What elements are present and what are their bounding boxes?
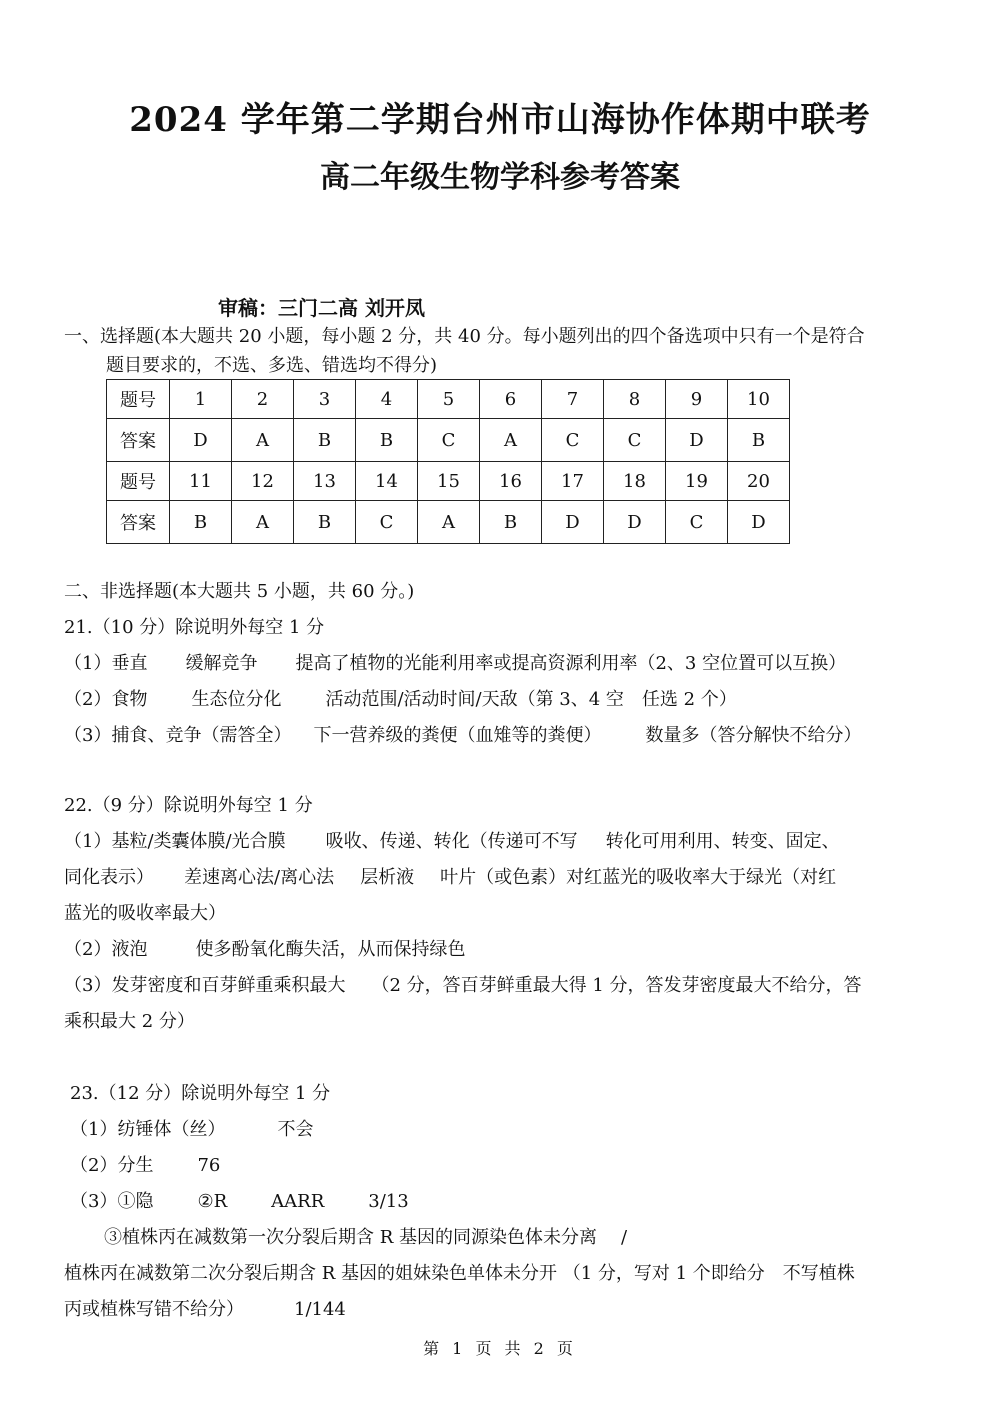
answer-text: 叶片（或色素）对红蓝光的吸收率大于绿光（对红 <box>440 867 837 888</box>
question-number: 4 <box>356 380 418 419</box>
question-number: 11 <box>170 462 232 501</box>
q23-part2 <box>70 1148 220 1184</box>
answer-text: 3/13 <box>368 1191 409 1212</box>
table-row <box>107 419 790 462</box>
answer-text: 生态位分化 <box>191 689 282 710</box>
q23-title: 23.（12 分）除说明外每空 1 分 <box>70 1083 331 1104</box>
answer-text: （2）分生 <box>70 1155 154 1176</box>
answer-text: AARR <box>271 1191 325 1212</box>
answer-text: 数量多（答分解快不给分） <box>645 725 862 746</box>
answer-text: ②R <box>197 1191 228 1212</box>
q21-title: 21.（10 分）除说明外每空 1 分 <box>64 617 325 638</box>
q21-part3 <box>64 718 861 754</box>
q22-part3-line1 <box>64 968 862 1004</box>
question-number: 14 <box>356 462 418 501</box>
q21-part2 <box>64 682 737 718</box>
section1-heading-line1: 一、选择题(本大题共 20 小题，每小题 2 分，共 40 分。每小题列出的四个备选项中只有一个是符合 <box>64 326 865 347</box>
question-number: 12 <box>232 462 294 501</box>
answer-cell: B <box>356 419 418 462</box>
q22-part3-line2: 乘积最大 2 分） <box>64 1011 195 1032</box>
answer-cell: C <box>604 419 666 462</box>
answer-text: （1）纺锤体（丝） <box>70 1119 226 1140</box>
page-indicator: 第 1 页 共 2 页 <box>423 1339 577 1358</box>
answer-text: 使多酚氧化酶失活，从而保持绿色 <box>195 939 466 960</box>
question-number: 1 <box>170 380 232 419</box>
answer-cell: B <box>728 419 790 462</box>
answer-text: 转化可用利用、转变、固定、 <box>605 831 840 852</box>
answer-text: （3）发芽密度和百芽鲜重乘积最大 <box>64 975 346 996</box>
question-number: 19 <box>666 462 728 501</box>
question-number: 5 <box>418 380 480 419</box>
question-number: 20 <box>728 462 790 501</box>
question-number: 17 <box>542 462 604 501</box>
q22-part1-line1 <box>64 824 840 860</box>
answer-text: （2）液泡 <box>64 939 148 960</box>
answer-text: 不会 <box>277 1119 314 1140</box>
table-row <box>107 501 790 544</box>
answer-cell: A <box>480 419 542 462</box>
answer-cell: B <box>480 501 542 544</box>
answer-cell: A <box>418 501 480 544</box>
row-label-number: 题号 <box>107 380 170 419</box>
q22-part2 <box>64 932 465 968</box>
question-number: 13 <box>294 462 356 501</box>
question-number: 2 <box>232 380 294 419</box>
answer-text: 活动范围/活动时间/天敌（第 3、4 空 任选 2 个） <box>325 689 737 710</box>
answer-cell: C <box>542 419 604 462</box>
answer-text: 缓解竞争 <box>185 653 258 674</box>
answer-text: 差速离心法/离心法 <box>184 867 335 888</box>
answer-cell: B <box>170 501 232 544</box>
answer-cell: D <box>728 501 790 544</box>
answer-text: 吸收、传递、转化（传递可不写 <box>325 831 578 852</box>
document-subtitle: 高二年级生物学科参考答案 <box>320 160 680 195</box>
answer-text: （2 分，答百芽鲜重最大得 1 分，答发芽密度最大不给分，答 <box>371 975 862 996</box>
q21-part1 <box>64 646 846 682</box>
q23-part3-line2 <box>104 1220 627 1256</box>
answer-text: / <box>621 1227 628 1248</box>
answer-text: （1）基粒/类囊体膜/光合膜 <box>64 831 286 852</box>
q23-part3-line3: 植株丙在减数第二次分裂后期含 R 基因的姐妹染色单体未分开 （1 分，写对 1 个即给分 不写植株 <box>64 1263 855 1284</box>
answer-text: 下一营养级的粪便（血雉等的粪便） <box>313 725 602 746</box>
answer-cell: C <box>418 419 480 462</box>
answer-cell: C <box>356 501 418 544</box>
answer-cell: A <box>232 501 294 544</box>
question-number: 18 <box>604 462 666 501</box>
reviewer-line: 审稿：三门二高 刘开凤 <box>218 296 425 320</box>
answer-text: （1）垂直 <box>64 653 148 674</box>
row-label-answer: 答案 <box>107 501 170 544</box>
question-number: 6 <box>480 380 542 419</box>
q22-part1-line2 <box>64 860 836 896</box>
q23-part3-line4 <box>64 1292 346 1328</box>
answer-cell: D <box>170 419 232 462</box>
question-number: 9 <box>666 380 728 419</box>
answer-text: （3）①隐 <box>70 1191 154 1212</box>
answer-text: 层析液 <box>360 867 415 888</box>
answer-text: 1/144 <box>294 1299 346 1320</box>
answer-text: （2）食物 <box>64 689 148 710</box>
answer-cell: D <box>542 501 604 544</box>
answer-cell: C <box>666 501 728 544</box>
section2-heading: 二、非选择题(本大题共 5 小题，共 60 分。) <box>64 581 415 602</box>
answer-text: ③植株丙在减数第一次分裂后期含 R 基因的同源染色体未分离 <box>104 1227 597 1248</box>
answer-text: 丙或植株写错不给分） <box>64 1299 244 1320</box>
table-row <box>107 380 790 419</box>
answer-cell: D <box>604 501 666 544</box>
question-number: 15 <box>418 462 480 501</box>
answer-cell: B <box>294 501 356 544</box>
q23-part3 <box>70 1184 409 1220</box>
answer-text: 同化表示） <box>64 867 154 888</box>
section1-heading-line2: 题目要求的，不选、多选、错选均不得分) <box>106 355 438 376</box>
answer-cell: A <box>232 419 294 462</box>
question-number: 3 <box>294 380 356 419</box>
q22-part1-line3: 蓝光的吸收率最大） <box>64 903 226 924</box>
answer-cell: B <box>294 419 356 462</box>
answer-text: 提高了植物的光能利用率或提高资源利用率（2、3 空位置可以互换） <box>295 653 847 674</box>
answer-table <box>106 379 790 544</box>
q22-title: 22.（9 分）除说明外每空 1 分 <box>64 795 313 816</box>
answer-text: （3）捕食、竞争（需答全） <box>64 725 292 746</box>
row-label-answer: 答案 <box>107 419 170 462</box>
question-number: 7 <box>542 380 604 419</box>
question-number: 10 <box>728 380 790 419</box>
answer-text: 76 <box>197 1155 221 1176</box>
document-title: 2024 学年第二学期台州市山海协作体期中联考 <box>129 100 871 140</box>
q23-part1 <box>70 1112 313 1148</box>
table-row <box>107 462 790 501</box>
row-label-number: 题号 <box>107 462 170 501</box>
question-number: 8 <box>604 380 666 419</box>
question-number: 16 <box>480 462 542 501</box>
answer-cell: D <box>666 419 728 462</box>
